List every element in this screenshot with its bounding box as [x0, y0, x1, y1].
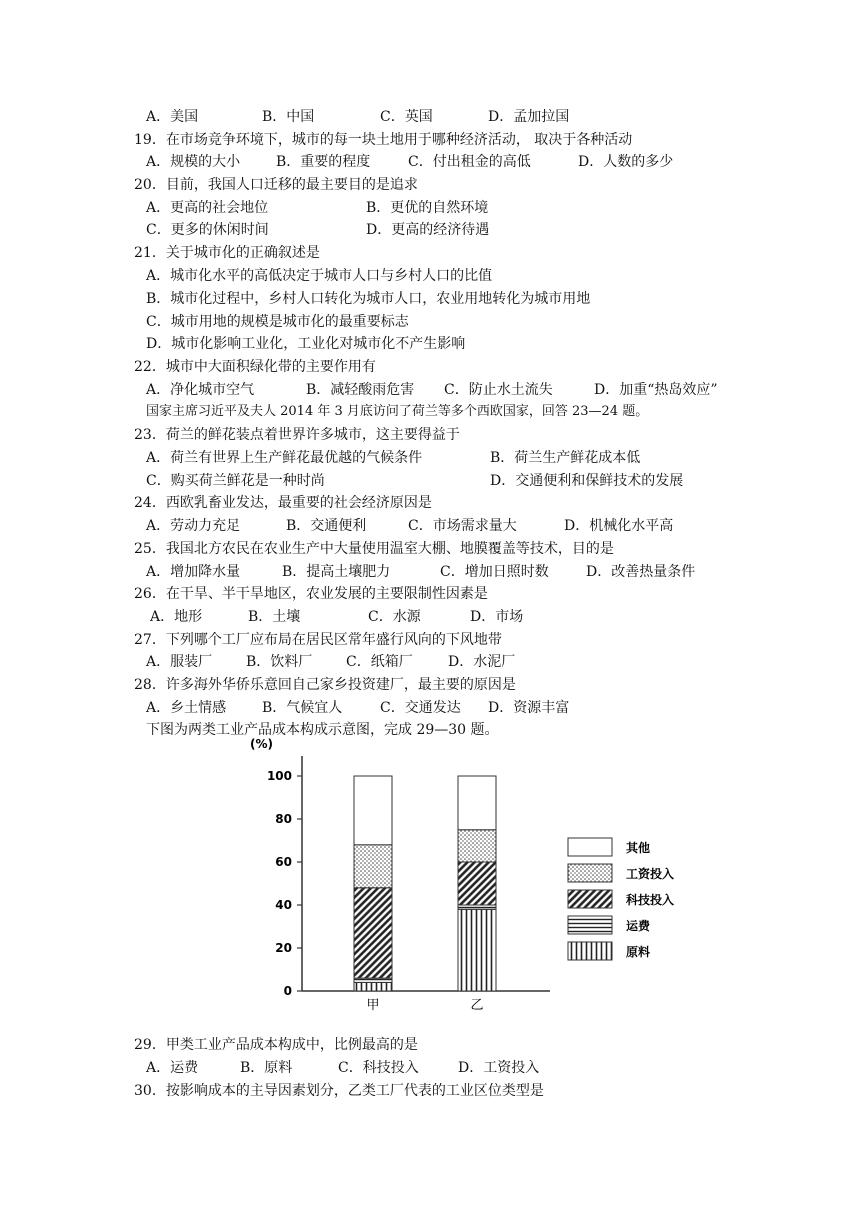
q23-options-1-part-1: B．荷兰生产鲜花成本低	[490, 450, 641, 466]
q28-options-part-2: C．交通发达	[380, 700, 461, 716]
cost-structure-chart	[240, 734, 740, 1020]
bar-segment-乙-工资投入	[458, 830, 496, 862]
bar-segment-乙-科技投入	[458, 862, 496, 905]
x-category-label: 甲	[366, 998, 380, 1013]
q27-options-part-2: C．纸箱厂	[346, 654, 413, 670]
q22-options-part-3: D．加重“热岛效应”	[594, 382, 718, 398]
y-tick-label: 100	[266, 769, 292, 783]
q29-stem-part-0: 29．甲类工业产品成本构成中，比例最高的是	[134, 1037, 418, 1053]
q24-options-part-1: B．交通便利	[286, 518, 367, 534]
q22-options-part-0: A．净化城市空气	[146, 382, 255, 398]
q24-stem-part-0: 24．西欧乳畜业发达，最重要的社会经济原因是	[134, 495, 432, 511]
q20-stem-part-0: 20．目前，我国人口迁移的最主要目的是追求	[134, 177, 418, 193]
q20-options-2-part-1: D．更高的经济待遇	[366, 222, 490, 238]
q19-options-part-1: B．重要的程度	[276, 154, 371, 170]
q19-options-part-3: D．人数的多少	[578, 154, 674, 170]
q27-options-part-1: B．饮料厂	[246, 654, 313, 670]
bar-segment-甲-工资投入	[354, 845, 392, 888]
q21-b-part-0: B．城市化过程中，乡村人口转化为城市人口，农业用地转化为城市用地	[146, 291, 591, 307]
q21-a-part-0: A．城市化水平的高低决定于城市人口与乡村人口的比值	[146, 268, 493, 284]
q22-options-part-1: B．减轻酸雨危害	[306, 382, 415, 398]
q23-stem-part-0: 23．荷兰的鲜花装点着世界许多城市，这主要得益于	[134, 427, 460, 443]
q25-options-part-3: D．改善热量条件	[586, 564, 696, 580]
legend-swatch-其他	[568, 838, 612, 856]
legend-swatch-工资投入	[568, 864, 612, 882]
legend-label: 科技投入	[626, 893, 675, 907]
y-axis-label: (%)	[250, 737, 273, 751]
bar-segment-乙-其他	[458, 776, 496, 830]
bar-segment-乙-运费	[458, 905, 496, 909]
q21-d-part-0: D．城市化影响工业化，工业化对城市化不产生影响	[146, 336, 466, 352]
bar-segment-乙-原料	[458, 909, 496, 991]
legend-label: 工资投入	[626, 867, 675, 881]
q23-options-2-part-1: D．交通便利和保鲜技术的发展	[490, 473, 684, 489]
q28-options-part-0: A．乡土情感	[146, 700, 227, 716]
legend-swatch-科技投入	[568, 890, 612, 908]
q26-options-part-2: C．水源	[368, 609, 421, 625]
y-tick-label: 20	[275, 941, 292, 955]
q20-options-2-part-0: C．更多的休闲时间	[146, 222, 269, 238]
q25-options-part-1: B．提高土壤肥力	[282, 564, 391, 580]
q21-stem-part-0: 21．关于城市化的正确叙述是	[134, 245, 320, 261]
q27-stem-part-0: 27．下列哪个工厂应布局在居民区常年盛行风向的下风地带	[134, 632, 502, 648]
q20-options-1-part-0: A．更高的社会地位	[146, 200, 269, 216]
q29-options-part-3: D．工资投入	[458, 1060, 540, 1076]
q18-options-part-2: C．英国	[380, 109, 433, 125]
q22-options-part-2: C．防止水土流失	[444, 382, 553, 398]
q26-options-part-0: A．地形	[150, 609, 203, 625]
legend-swatch-原料	[568, 942, 612, 960]
intro-29-30-part-0: 下图为两类工业产品成本构成示意图，完成 29—30 题。	[146, 722, 499, 738]
q27-options-part-3: D．水泥厂	[448, 654, 516, 670]
q28-options-part-1: B．气候宜人	[262, 700, 343, 716]
bar-segment-甲-科技投入	[354, 888, 392, 978]
q28-stem-part-0: 28．许多海外华侨乐意回自己家乡投资建厂，最主要的原因是	[134, 677, 516, 693]
y-tick-label: 60	[275, 855, 292, 869]
legend-swatch-运费	[568, 916, 612, 934]
legend-label: 运费	[626, 919, 651, 933]
q18-options-part-3: D．孟加拉国	[488, 109, 570, 125]
q23-options-2-part-0: C．购买荷兰鲜花是一种时尚	[146, 473, 325, 489]
bar-segment-甲-原料	[354, 982, 392, 991]
q29-options-part-0: A．运费	[146, 1060, 199, 1076]
q27-options-part-0: A．服装厂	[146, 654, 213, 670]
bar-segment-甲-其他	[354, 776, 392, 845]
q22-stem-part-0: 22．城市中大面积绿化带的主要作用有	[134, 359, 376, 375]
bar-segment-甲-运费	[354, 978, 392, 982]
q24-options-part-0: A．劳动力充足	[146, 518, 241, 534]
q26-options-part-1: B．土壤	[248, 609, 301, 625]
q24-options-part-2: C．市场需求量大	[408, 518, 517, 534]
q30-stem-part-0: 30．按影响成本的主导因素划分，乙类工厂代表的工业区位类型是	[134, 1083, 544, 1099]
legend-label: 原料	[626, 945, 651, 959]
q29-options-part-2: C．科技投入	[338, 1060, 419, 1076]
q25-options-part-2: C．增加日照时数	[440, 564, 549, 580]
q24-options-part-3: D．机械化水平高	[564, 518, 674, 534]
intro-23-24-part-0: 国家主席习近平及夫人 2014 年 3 月底访问了荷兰等多个西欧国家，回答 23—24 题。	[146, 404, 649, 419]
q25-stem-part-0: 25．我国北方农民在农业生产中大量使用温室大棚、地膜覆盖等技术，目的是	[134, 541, 614, 557]
q29-options-part-1: B．原料	[240, 1060, 293, 1076]
q26-stem-part-0: 26．在干旱、半干旱地区，农业发展的主要限制性因素是	[134, 586, 488, 602]
q18-options-part-0: A．美国	[146, 109, 199, 125]
q19-options-part-0: A．规模的大小	[146, 154, 241, 170]
y-tick-label: 40	[275, 898, 292, 912]
y-tick-label: 80	[275, 812, 292, 826]
q21-c-part-0: C．城市用地的规模是城市化的最重要标志	[146, 314, 409, 330]
x-category-label: 乙	[470, 998, 484, 1013]
q20-options-1-part-1: B．更优的自然环境	[366, 200, 489, 216]
y-tick-label: 0	[283, 984, 292, 998]
q18-options-part-1: B．中国	[262, 109, 315, 125]
q28-options-part-3: D．资源丰富	[488, 700, 570, 716]
q25-options-part-0: A．增加降水量	[146, 564, 241, 580]
q19-options-part-2: C．付出租金的高低	[408, 154, 531, 170]
legend-label: 其他	[626, 841, 651, 855]
q26-options-part-3: D．市场	[470, 609, 524, 625]
q19-stem-part-0: 19．在市场竞争环境下，城市的每一块土地用于哪种经济活动， 取决于各种活动	[134, 132, 633, 148]
q23-options-1-part-0: A．荷兰有世界上生产鲜花最优越的气候条件	[146, 450, 423, 466]
